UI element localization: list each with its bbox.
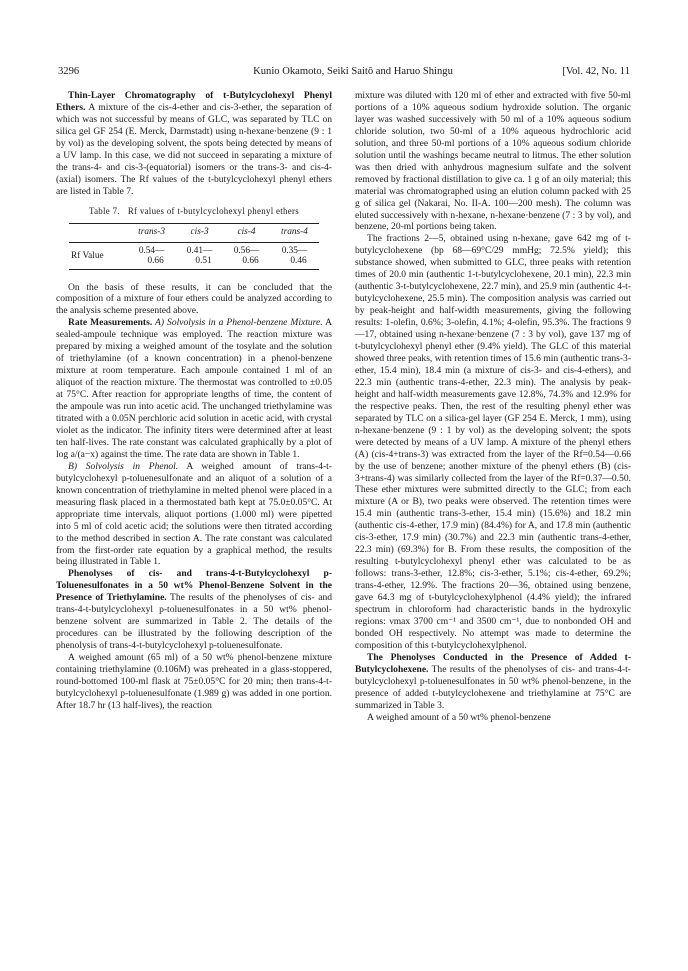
- rf-value-cell: 0.54— 0.66: [127, 242, 176, 269]
- rf-table-corner: [69, 223, 127, 242]
- procedure-paragraph: A weighed amount (65 ml) of a 50 wt% phenol-benzene mixture containing triethylamine (0.106M) was preheated in a glass-stoppered, round-bottomed 100-ml flask at 75±0.05°C for 20 min; then trans-4-t-butylcyclohexyl p-toluenesulfonate (1.989 g) was added in one portion. After 18.7 hr (13 half-lives), the reaction: [56, 652, 332, 711]
- table-7-caption: [56, 206, 332, 217]
- page-number: 3296: [58, 66, 80, 77]
- rf-value-cell: 0.35— 0.46: [270, 242, 319, 269]
- rf-row-label: Rf Value: [69, 242, 127, 269]
- table-7: [56, 206, 332, 270]
- solvolysis-phenol-paragraph: [56, 461, 332, 569]
- rf-table: [69, 223, 319, 270]
- added-olefin-heading: The Phenolyses Conducted in the Presence of Added t-Butylcyclohexene.: [355, 651, 631, 675]
- rf-col-header: cis-4: [223, 223, 270, 242]
- left-column: [56, 90, 332, 712]
- rf-col-header: cis-3: [176, 223, 223, 242]
- phenolyses-heading: Phenolyses of cis- and trans-4-t-Butylcyclohexyl p-Toluenesulfonates in a 50 wt% Phenol-Benzene Solvent in the Presence of Triethylamine.: [56, 568, 332, 604]
- running-header: [58, 66, 630, 82]
- running-authors: Kunio Okamoto, Seiki Saitô and Haruo Shingu: [253, 66, 453, 77]
- fractions-paragraph: The fractions 2—5, obtained using n-hexane, gave 642 mg of t-butylcyclohexene (bp 68—69°C/29 mmHg; 72.5% yield); this substance showed, when submitted to GLC, three peaks with retention times of 20.0 min (authentic 1-t-butylcyclohexene, 20.1 min), 22.3 min (authentic 3-t-butylcyclohexene, 22.7 min), and 25.9 min (authentic 4-t-butylcyclohexene, 25.5 min). The composition analysis was carried out by peak-height and half-width measurements, giving the following results: 1-olefin, 0.6%; 3-olefin, 4.1%; 4-olefin, 95.3%. The fractions 9—17, obtained using n-hexane·benzene (7 : 3 by vol), gave 137 mg of t-butylcyclohexyl phenyl ether (9.4% yield). The GLC of this material showed three peaks, with retention times of 15.6 min (authentic trans-3-ether, 15.4 min), 18.4 min (a mixture of cis-3- and cis-4-ethers), and 22.3 min (authentic trans-4-ether, 22.3 min). The analysis by peak-height and half-width measurements gave 12.8%, 74.3% and 12.9% for the respective peaks. Then, the rest of the resulting phenyl ether was separated by TLC on a silica-gel layer (GF 254 E. Merck, 1 mm), using n-hexane·benzene (9 : 1 by vol) as the developing solvent; the spots were detected by means of a UV lamp. A mixture of the phenyl ethers (A) (cis-4+trans-3) was extracted from the layer of the Rf=0.54—0.66 by the use of benzene; another mixture of the phenyl ethers (B) (cis-3+trans-4) was similarly collected from the layer of the Rf=0.37—0.50. These ether mixtures were submitted directly to the GLC; from each mixture (A or B), two peaks were observed. The retention times were 15.4 min (authentic trans-3-ether, 15.4 min) (15.6%) and 18.2 min (authentic cis-4-ether, 17.9 min) (84.4%) for A, and 17.8 min (authentic cis-3-ether, 17.9 min) (30.7%) and 22.3 min (authentic trans-4-ether, 22.3 min) (69.3%) for B. From these results, the composition of the resulting t-butylcyclohexyl phenyl ether was calculated to be as follows: trans-3-ether, 12.8%; cis-3-ether, 5.1%; cis-4-ether, 69.2%; trans-4-ether, 12.9%. The fractions 20—36, obtained using benzene, gave 64.3 mg of t-butylcyclohexylphenol (4.4% yield); the infrared spectrum in chloroform had characteristic bands in the hydroxylic regions: νmax 3700 cm⁻¹ and 3500 cm⁻¹, due to nonbonded OH and bonded OH respectively. No attempt was made to determine the composition of this t-butylcyclohexylphenol.: [355, 233, 631, 651]
- rate-measurements-paragraph: [56, 317, 332, 460]
- rf-col-header: trans-3: [127, 223, 176, 242]
- conclusion-paragraph: On the basis of these results, it can be concluded that the composition of a mixture of four ethers could be analyzed according to the analysis scheme presented above.: [56, 281, 332, 317]
- right-column: [355, 90, 631, 724]
- added-olefin-paragraph: [355, 652, 631, 712]
- journal-volume: [Vol. 42, No. 11: [562, 66, 630, 77]
- rf-value-cell: 0.41— 0.51: [176, 242, 223, 269]
- rf-col-header: trans-4: [270, 223, 319, 242]
- final-paragraph: A weighed amount of a 50 wt% phenol-benzene: [367, 711, 551, 723]
- phenolyses-body: The results of the phenolyses of cis- and trans-4-t-butylcyclohexyl p-toluenesulfonates in a 50 wt% phenol-benzene solvent are summarized in Table 2. The details of the procedures can be illustrated by the following description of the phenolysis of trans-4-t-butylcyclohexyl p-toluenesulfonate.: [56, 592, 332, 652]
- table-7-title: Rf values of t-butylcyclohexyl phenyl ethers: [127, 205, 300, 216]
- phenolyses-paragraph: [56, 568, 332, 652]
- rf-table-row: [69, 242, 319, 269]
- tlc-paragraph: [56, 90, 332, 198]
- solvolysis-b-subheading: B) Solvolysis in Phenol.: [68, 460, 179, 472]
- tlc-heading: Thin-Layer Chromatography of t-Butylcyclohexyl Phenyl Ethers.: [56, 90, 332, 113]
- rf-value-cell: 0.56— 0.66: [223, 242, 270, 269]
- table-7-number: Table 7.: [88, 205, 120, 216]
- rf-table-header-row: [69, 223, 319, 242]
- solvolysis-a-subheading: A) Solvolysis in a Phenol-benzene Mixture.: [152, 317, 323, 329]
- rate-heading: Rate Measurements.: [68, 317, 153, 329]
- added-olefin-body: The results of the phenolyses of cis- and trans-4-t-butylcyclohexyl p-toluenesulfonates in 50 wt% phenol-benzene, in the presence of added t-butylcyclohexene and triethylamine at 75°C are summarized in Table 3.: [355, 663, 631, 711]
- rate-body: A sealed-ampoule technique was employed. The reaction mixture was prepared by mixing a weighed amount of the tosylate and the solution of triethylamine (of a known concentration) in a phenol-benzene mixture at room temperature. Each ampoule contained 1 ml of an aliquot of the reaction mixture. The thermostat was controlled to ±0.05 at 75°C. After reaction for appropriate lengths of time, the content of the ampoule was run into acetic acid. The unchanged triethylamine was titrated with a 0.05N perchloric acid solution in acetic acid, with crystal violet as the indicator. The infinity titers were determined after at least ten half-lives. The rate constant was calculated graphically by a plot of log a/(a−x) against the time. The rate data are shown in Table 1.: [56, 317, 333, 460]
- tlc-body: A mixture of the cis-4-ether and cis-3-ether, the separation of which was not successful by means of GLC, was separated by TLC on silica gel GF 254 (E. Merck, Darmstadt) using n-hexane·benzene (9 : 1 by vol) as the developing solvent, the spots being detected by means of a UV lamp. In this case, we did not succeed in separating a mixture of the trans-4- and cis-3-(equatorial) isomers or the trans-3- and cis-4-(axial) isomers. The Rf values of the t-butylcyclohexyl phenyl ethers are listed in Table 7.: [56, 101, 332, 197]
- workup-paragraph: mixture was diluted with 120 ml of ether and extracted with five 50-ml portions of a 10% aqueous sodium hydroxide solution. The organic layer was washed successively with 50 ml of a 10% aqueous sodium chloride solution, two 50-ml of a 10% aqueous hydrochloric acid solution, and three 50-ml portions of a 10% aqueous sodium chloride solution until the washings became neutral to litmus. The ether solution was then dried with anhydrous magnesium sulfate and the solvent removed by fractional distillation to give ca. 1 g of an oily material; this material was chromatographed using an elution column packed with 25 g of silica gel (Nakarai, No. II-A. 100—200 mesh). The column was eluted successively with n-hexane, n-hexane·benzene (7 : 3 by vol), and benzene, 20-ml portions being taken.: [355, 90, 631, 233]
- solvolysis-b-body: A weighed amount of trans-4-t-butylcyclohexyl p-toluenesulfonate and an aliquot of a solution of a known concentration of triethylamine in melted phenol were placed in a measuring flask placed in a thermostated bath kept at 75.0±0.05°C. At appropriate time intervals, aliquot portions (1.000 ml) were pipetted into 5 ml of cold acetic acid; the solutions were then titrated according to the method described in section A. The rate constant was calculated from the first-order rate equation by a graphical method, the results being illustrated in Table 1.: [56, 460, 332, 568]
